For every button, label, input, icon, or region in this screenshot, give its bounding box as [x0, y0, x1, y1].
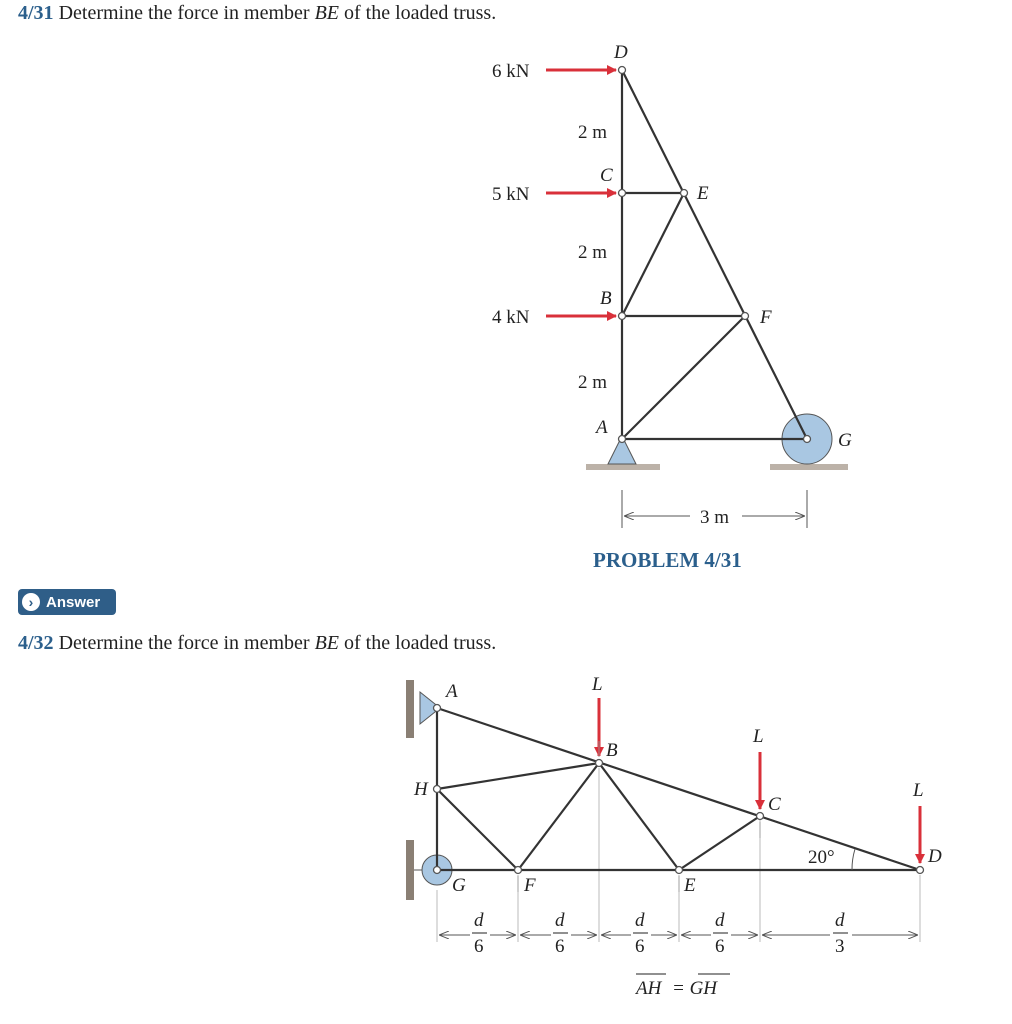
member-name: BE [314, 632, 339, 654]
chevron-right-icon: › [22, 593, 40, 611]
load-label: L [592, 674, 603, 695]
dimension-fractions [472, 910, 848, 957]
dim-numerator: d [835, 910, 845, 931]
joint-label: F [524, 875, 536, 896]
spacing-label: 2 m [578, 242, 608, 263]
joint-label: F [760, 307, 772, 328]
joint-label: C [600, 165, 613, 186]
joint-label: B [606, 740, 618, 761]
joint-label: D [614, 42, 628, 63]
load-label: 5 kN [492, 184, 530, 205]
dim-denominator: 6 [474, 936, 484, 957]
dim-numerator: d [715, 910, 725, 931]
problem-text: Determine the force in member [58, 632, 310, 654]
dim-numerator: d [555, 910, 565, 931]
joint-label: H [414, 779, 428, 800]
dim-denominator: 6 [635, 936, 645, 957]
guide-lines [437, 768, 920, 942]
problem-number: 4/31 [18, 2, 54, 24]
joint-label: C [768, 794, 781, 815]
spacing-label: 2 m [578, 372, 608, 393]
joint-label: B [600, 288, 612, 309]
equation-left: AH [636, 978, 662, 999]
ground-left [586, 464, 660, 470]
load-label: L [913, 780, 924, 801]
joint-label: G [838, 430, 852, 451]
equation: = GH [672, 978, 718, 999]
truss-members [622, 70, 807, 439]
joint-label: A [446, 681, 458, 702]
problem-text-end: of the loaded truss. [344, 632, 497, 654]
answer-button-label: Answer [46, 593, 101, 611]
joint-label: E [697, 183, 709, 204]
truss-members [437, 708, 920, 870]
wall-upper [406, 680, 414, 738]
truss-figure-4-31 [492, 42, 852, 572]
joint-label: E [684, 875, 696, 896]
dim-denominator: 6 [555, 936, 565, 957]
dim-numerator: d [474, 910, 484, 931]
member-name: BE [314, 2, 339, 24]
load-label: 4 kN [492, 307, 530, 328]
ground-right [770, 464, 848, 470]
joint-label: G [452, 875, 466, 896]
angle-label: 20° [808, 847, 835, 868]
problem-text-end: of the loaded truss. [344, 2, 497, 24]
dim-denominator: 3 [835, 936, 845, 957]
wall-lower [406, 840, 414, 900]
problem-number: 4/32 [18, 632, 54, 654]
problem-text: Determine the force in member [58, 2, 310, 24]
dim-denominator: 6 [715, 936, 725, 957]
joint-label: D [928, 846, 942, 867]
joint-label: A [596, 417, 608, 438]
width-label: 3 m [700, 507, 730, 528]
load-label: L [753, 726, 764, 747]
dim-numerator: d [635, 910, 645, 931]
spacing-label: 2 m [578, 122, 608, 143]
truss-figure-4-32 [406, 674, 942, 999]
figure-caption: PROBLEM 4/31 [593, 548, 742, 572]
load-arrows [546, 70, 616, 316]
load-label: 6 kN [492, 61, 530, 82]
